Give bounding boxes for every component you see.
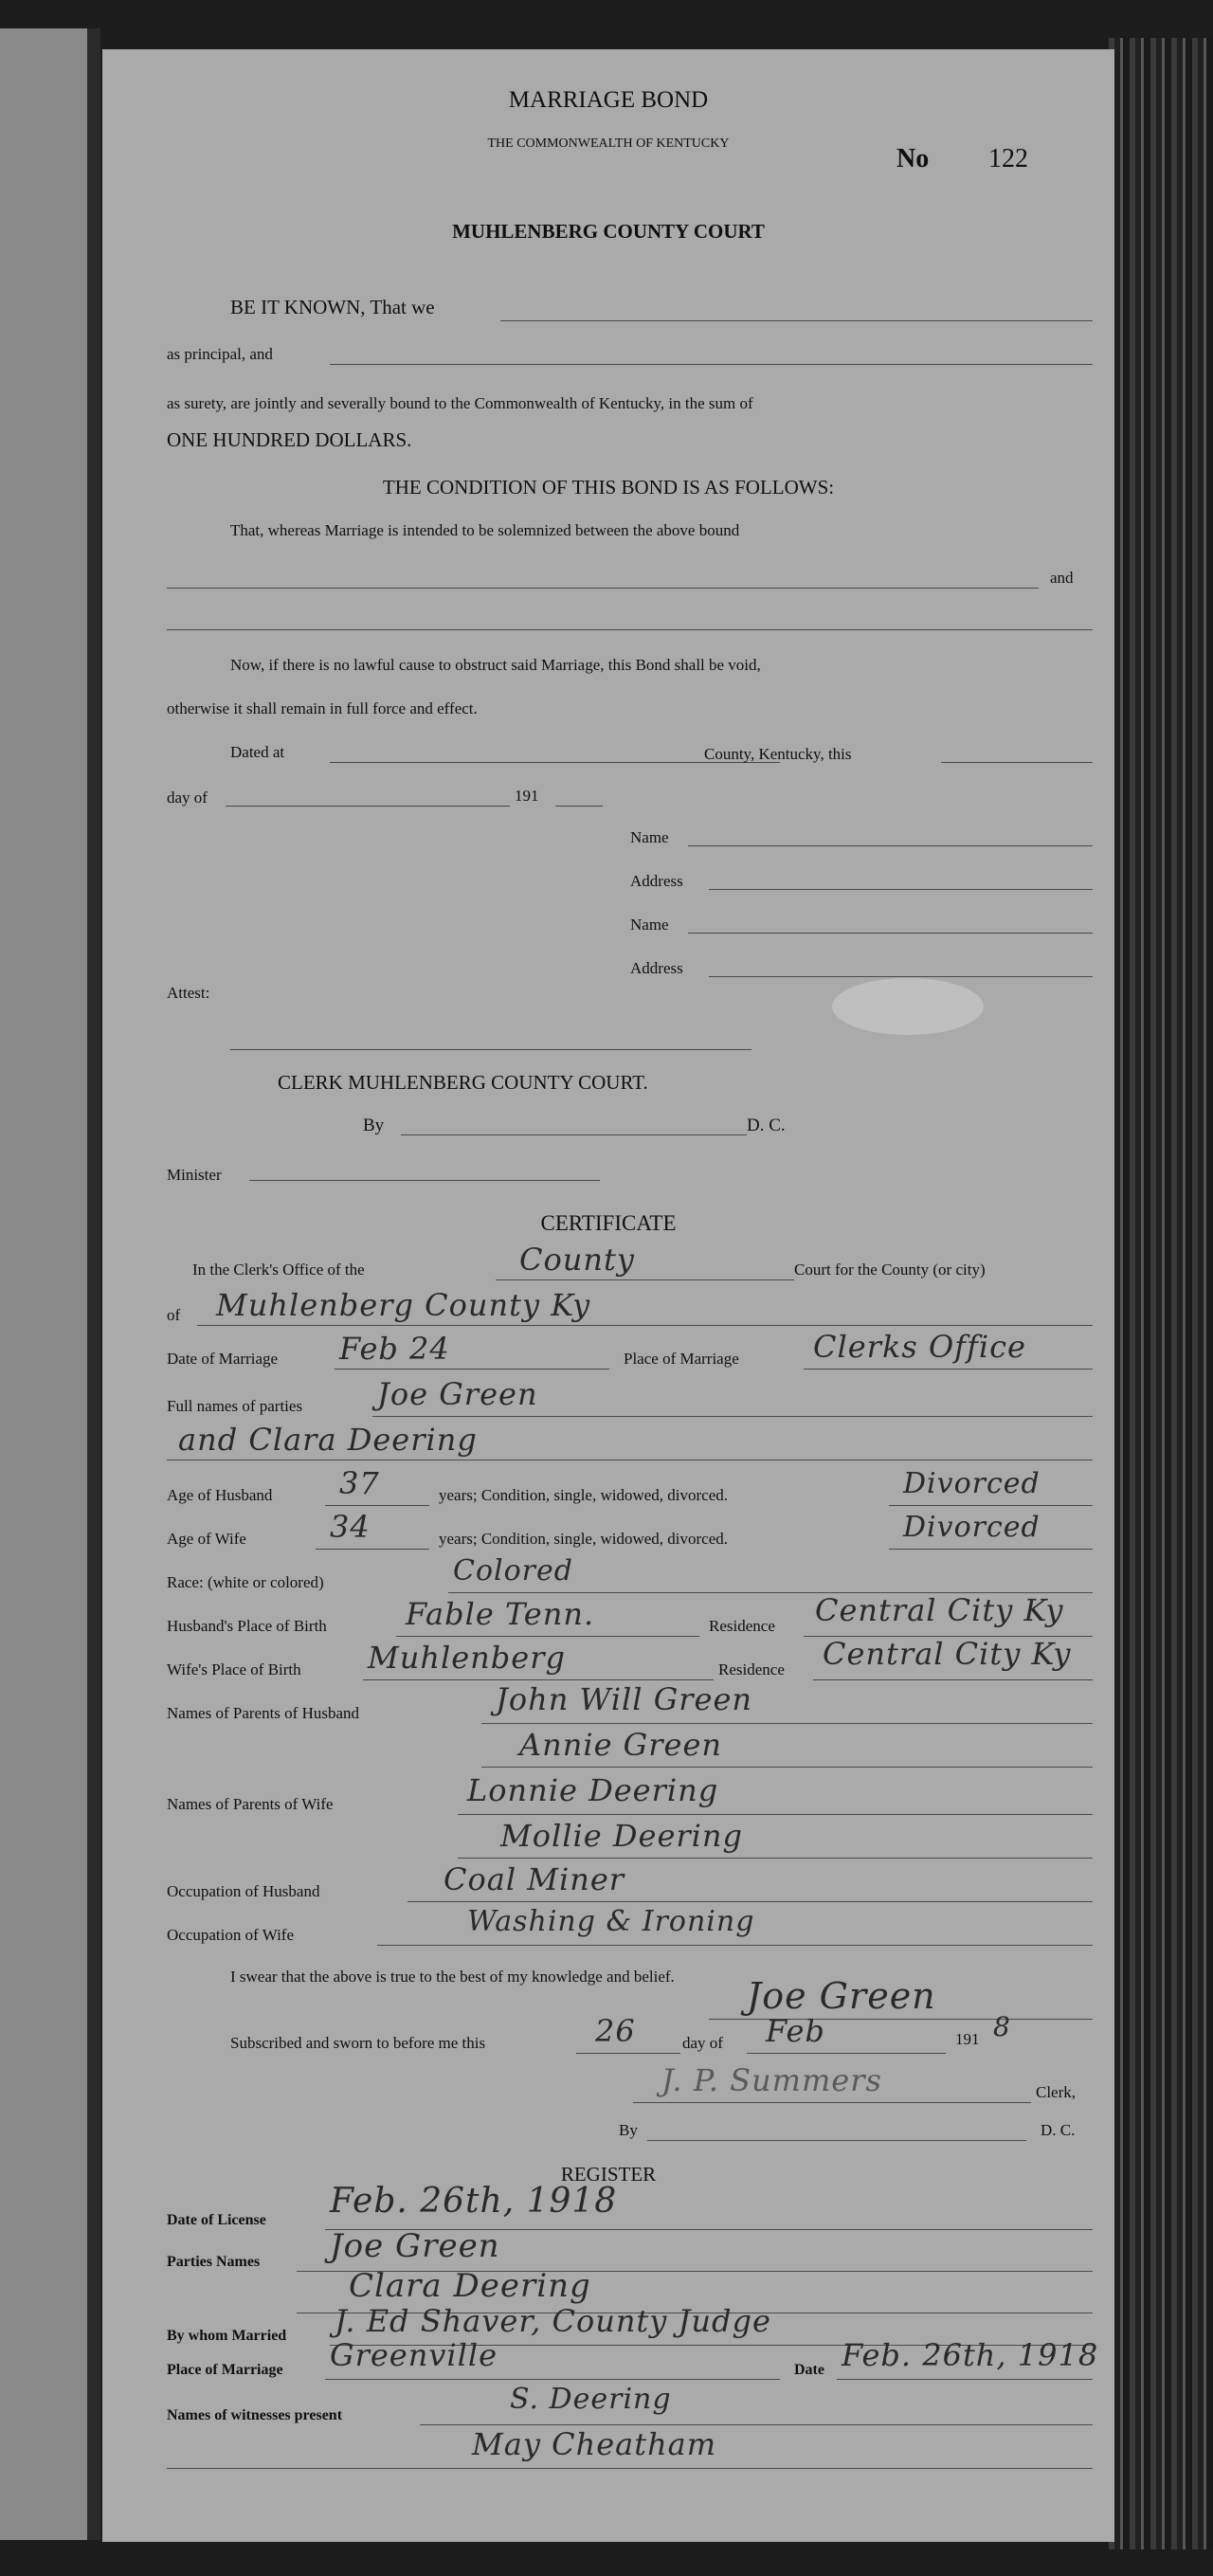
wife-condition-text: years; Condition, single, widowed, divorced. [439, 1530, 729, 1548]
address-line-2 [709, 976, 1093, 977]
groom-line [167, 588, 1039, 589]
age-wife-value: 34 [330, 1509, 371, 1545]
wife-residence-label: Residence [718, 1660, 785, 1678]
attest-label: Attest: [167, 984, 210, 1002]
clerks-office-line [496, 1279, 794, 1280]
party-2: Clara Deering [349, 2267, 591, 2305]
place-line [325, 2379, 780, 2380]
book-binding [1109, 38, 1213, 2549]
day-of-label: day of [167, 789, 208, 807]
by-whom-value: J. Ed Shaver, County Judge [335, 2303, 771, 2339]
bond-sum: ONE HUNDRED DOLLARS. [167, 428, 412, 451]
parents-wife-value-2: Mollie Deering [500, 1818, 743, 1854]
of-line [197, 1325, 1093, 1326]
husband-condition-value: Divorced [903, 1467, 1041, 1500]
now-if-text: Now, if there is no lawful cause to obstruct said Marriage, this Bond shall be void, [230, 656, 761, 674]
register-date-line [837, 2379, 1093, 2380]
place-value: Greenville [330, 2337, 498, 2373]
full-names-value-2: and Clara Deering [178, 1422, 478, 1458]
parents-husband-value-2: Annie Green [519, 1727, 723, 1763]
bond-dc-label: D. C. [747, 1116, 786, 1135]
cert-dc-label: D. C. [1041, 2121, 1076, 2139]
wife-residence-line [813, 1679, 1093, 1680]
age-wife-line [316, 1549, 429, 1550]
occupation-husband-label: Occupation of Husband [167, 1882, 320, 1900]
wife-condition-line [889, 1549, 1093, 1550]
name-label-1: Name [630, 828, 669, 846]
parents-wife-value-1: Lonnie Deering [467, 1772, 719, 1808]
race-label: Race: (white or colored) [167, 1573, 324, 1591]
address-label-1: Address [630, 872, 683, 890]
address-label-2: Address [630, 959, 683, 977]
as-surety-text: as surety, are jointly and severally bound to the Commonwealth of Kentucky, in the sum of [167, 394, 753, 412]
bond-by-label: By [363, 1116, 385, 1135]
age-wife-label: Age of Wife [167, 1530, 246, 1548]
year-line [555, 806, 603, 807]
register-heading: REGISTER [560, 2163, 657, 2186]
subscribed-month: Feb [766, 2013, 825, 2049]
age-husband-label: Age of Husband [167, 1486, 273, 1504]
county-kentucky-this: County, Kentucky, this [704, 745, 852, 763]
date-of-marriage-value: Feb 24 [339, 1331, 450, 1367]
clerk-signature-line [633, 2102, 1031, 2103]
of-label: of [167, 1306, 181, 1324]
date-of-marriage-label: Date of Marriage [167, 1350, 279, 1368]
witnesses-label: Names of witnesses present [167, 2407, 343, 2423]
wife-birth-value: Muhlenberg [368, 1640, 566, 1676]
husband-birth-label: Husband's Place of Birth [167, 1617, 327, 1635]
race-value: Colored [453, 1554, 573, 1587]
date-of-license-value: Feb. 26th, 1918 [330, 2182, 618, 2221]
principal-line [500, 320, 1093, 321]
wife-condition-value: Divorced [903, 1511, 1041, 1544]
page-gutter [87, 28, 100, 2540]
place-of-marriage-line [804, 1369, 1093, 1370]
party-1: Joe Green [330, 2227, 500, 2265]
parents-wife-label: Names of Parents of Wife [167, 1795, 334, 1813]
clerks-office-label: In the Clerk's Office of the [192, 1261, 365, 1279]
husband-condition-text: years; Condition, single, widowed, divorced. [439, 1486, 729, 1504]
form-title: MARRIAGE BOND [508, 87, 709, 113]
parents-husband-line-1 [481, 1723, 1093, 1724]
bond-number: 122 [988, 144, 1028, 173]
subscribed-year-suffix: 8 [993, 2011, 1011, 2042]
surety-line [330, 364, 1093, 365]
whereas-text: That, whereas Marriage is intended to be solemnized between the above bound [230, 521, 740, 539]
full-names-label: Full names of parties [167, 1397, 303, 1415]
subscribed-year-prefix: 191 [955, 2030, 980, 2048]
swear-text: I swear that the above is true to the best of my knowledge and belief. [230, 1968, 675, 1986]
dated-day-line [941, 762, 1093, 763]
attest-line [230, 1049, 751, 1050]
otherwise-text: otherwise it shall remain in full force and effect. [167, 699, 478, 717]
witnesses-line-2 [167, 2468, 1093, 2469]
number-label: No [896, 144, 930, 173]
name-line-2 [688, 933, 1093, 934]
day-of-line [226, 806, 510, 807]
bond-by-line [401, 1134, 747, 1135]
clerk-signature: J. P. Summers [661, 2062, 882, 2098]
address-line-1 [709, 889, 1093, 890]
wife-birth-line [363, 1679, 714, 1680]
place-of-marriage-label: Place of Marriage [624, 1350, 739, 1368]
place-label: Place of Marriage [167, 2362, 283, 2378]
wife-birth-label: Wife's Place of Birth [167, 1660, 301, 1678]
husband-birth-value: Fable Tenn. [406, 1596, 595, 1632]
court-for-county-text: Court for the County (or city) [794, 1261, 986, 1279]
subscribed-label: Subscribed and sworn to before me this [230, 2034, 486, 2052]
clerk-court-text: CLERK MUHLENBERG COUNTY COURT. [278, 1071, 648, 1094]
clerk-label: Clerk, [1036, 2083, 1077, 2101]
name-label-2: Name [630, 916, 669, 934]
name-line-1 [688, 845, 1093, 846]
full-names-value-1: Joe Green [377, 1376, 538, 1412]
age-husband-line [325, 1505, 429, 1506]
subscribed-day-line [576, 2053, 680, 2054]
minister-line [249, 1180, 600, 1181]
dated-at-label: Dated at [230, 743, 285, 761]
full-names-line [372, 1416, 1093, 1417]
court-heading: MUHLENBERG COUNTY COURT [452, 220, 765, 243]
applicant-signature: Joe Green [747, 1975, 936, 2017]
witnesses-line [420, 2424, 1093, 2425]
wife-residence-value: Central City Ky [823, 1636, 1072, 1672]
register-date-value: Feb. 26th, 1918 [842, 2337, 1099, 2373]
cert-by-label: By [619, 2121, 638, 2139]
of-value: Muhlenberg County Ky [216, 1287, 591, 1323]
condition-heading: THE CONDITION OF THIS BOND IS AS FOLLOWS: [382, 476, 835, 499]
and-text: and [1050, 569, 1074, 587]
husband-residence-label: Residence [709, 1617, 775, 1635]
parents-husband-label: Names of Parents of Husband [167, 1704, 360, 1722]
parents-wife-line-2 [458, 1858, 1093, 1859]
subscribed-day: 26 [595, 2013, 636, 2049]
clerks-office-value: County [519, 1242, 635, 1278]
year-prefix: 191 [515, 787, 539, 805]
left-adjacent-page [0, 28, 87, 2540]
occupation-wife-label: Occupation of Wife [167, 1926, 295, 1944]
by-whom-label: By whom Married [167, 2328, 287, 2344]
parents-wife-line-1 [458, 1814, 1093, 1815]
occupation-husband-line [407, 1901, 1093, 1902]
occupation-husband-value: Coal Miner [444, 1861, 625, 1897]
subscribed-month-line [747, 2053, 946, 2054]
husband-birth-line [396, 1636, 699, 1637]
parties-names-label: Parties Names [167, 2254, 261, 2270]
minister-label: Minister [167, 1166, 222, 1184]
place-of-marriage-value: Clerks Office [813, 1329, 1026, 1365]
parents-husband-line-2 [481, 1767, 1093, 1768]
parents-husband-value-1: John Will Green [496, 1681, 753, 1717]
document-page [102, 49, 1114, 2542]
subscribed-day-of: day of [682, 2034, 723, 2052]
as-principal-text: as principal, and [167, 345, 273, 363]
witness-2: May Cheatham [472, 2426, 717, 2462]
form-subtitle: THE COMMONWEALTH OF KENTUCKY [487, 136, 730, 151]
paper-stain [832, 978, 984, 1035]
occupation-wife-line [377, 1945, 1093, 1946]
husband-residence-value: Central City Ky [815, 1592, 1064, 1628]
cert-by-line [647, 2140, 1026, 2141]
date-of-license-label: Date of License [167, 2212, 266, 2228]
date-of-marriage-line [335, 1369, 609, 1370]
husband-condition-line [889, 1505, 1093, 1506]
certificate-heading: CERTIFICATE [540, 1211, 677, 1235]
occupation-wife-value: Washing & Ironing [467, 1905, 755, 1938]
be-it-known-text: BE IT KNOWN, That we [230, 296, 435, 318]
age-husband-value: 37 [339, 1465, 380, 1501]
witness-1: S. Deering [510, 2383, 672, 2416]
bride-line [167, 629, 1093, 630]
register-date-label: Date [794, 2362, 824, 2378]
